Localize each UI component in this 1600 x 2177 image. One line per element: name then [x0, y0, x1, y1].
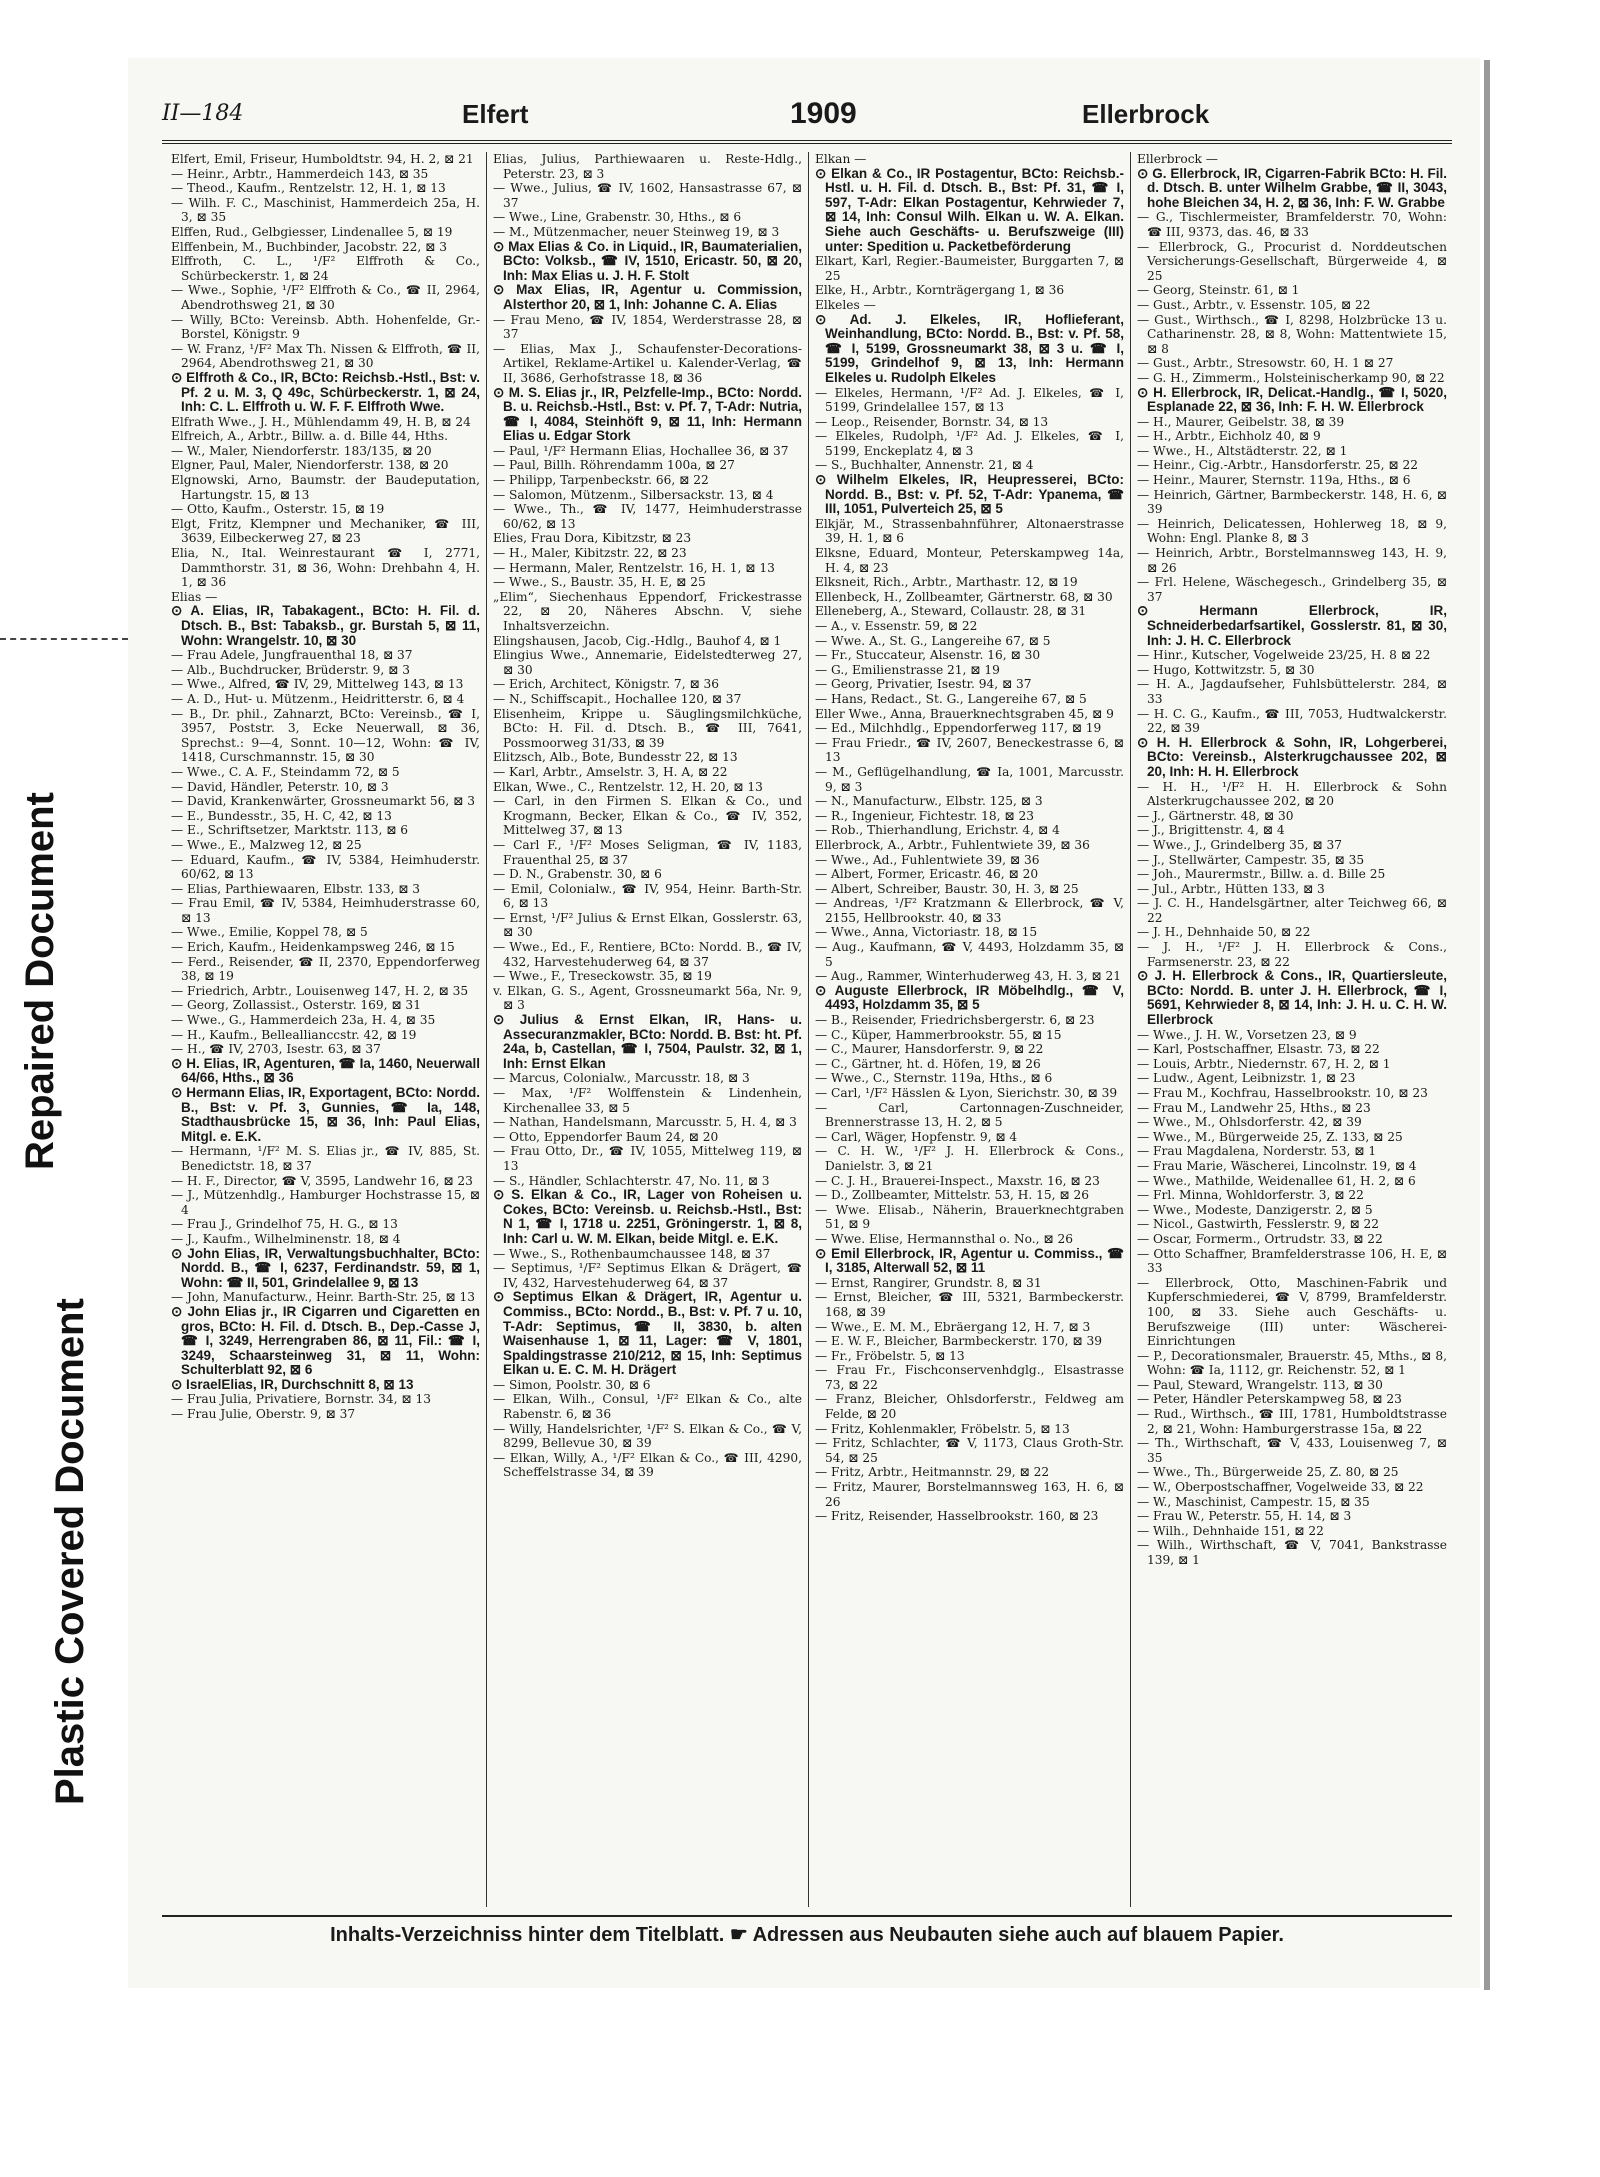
directory-entry: — C., Gärtner, ht. d. Höfen, 19, ⊠ 26: [815, 1056, 1041, 1071]
directory-entry: — H., Arbtr., Eichholz 40, ⊠ 9: [1137, 429, 1321, 444]
directory-entry: ⊙ Auguste Ellerbrock, IR Möbelhdlg., ☎ V, 4493, Holzdamm 35, ⊠ 5: [815, 982, 1124, 1013]
directory-entry: — Frau Marie, Wäscherei, Lincolnstr. 19, ⊠ 4: [1137, 1158, 1417, 1173]
plastic-covered-label: Plastic Covered Document: [48, 1298, 92, 1805]
first-entry-name: Elfert: [462, 99, 529, 129]
directory-entry: — Fritz, Schlachter, ☎ V, 1173, Claus Groth-Str. 54, ⊠ 25: [815, 1436, 1124, 1465]
directory-entry: — Aug., Rammer, Winterhuderweg 43, H. 3, ⊠ 21: [815, 969, 1122, 984]
directory-entry: — Wwe., Ad., Fuhlentwiete 39, ⊠ 36: [815, 852, 1040, 867]
directory-entry: — Louis, Arbtr., Niedernstr. 67, H. 2, ⊠ 1: [1137, 1056, 1391, 1071]
directory-entry: Elkjär, M., Strassenbahnführer, Altonaerstrasse 39, H. 1, ⊠ 6: [815, 516, 1124, 546]
directory-entry: ⊙ John Elias jr., IR Cigarren und Cigaretten en gros, BCto: H. Fil. d. Dtsch. B., Dep.-Casse J, ☎ I, 3249, Herrengraben 86, ⊠ 11, Fil.: ☎ I, 3249, Schaarsteinweg 31, ⊠ 11, Wohn: Schulterblatt 92, ⊠ 6: [171, 1303, 480, 1378]
directory-entry: — Gust., Arbtr., v. Essenstr. 105, ⊠ 22: [1137, 297, 1371, 312]
directory-entry: — Wwe. Elise, Hermannsthal o. No., ⊠ 26: [815, 1231, 1073, 1246]
directory-entry: — Wwe., H., Altstädterstr. 22, ⊠ 1: [1137, 443, 1348, 458]
directory-entry: ⊙ H. Ellerbrock, IR, Delicat.-Handlg., ☎ I, 5020, Esplanade 22, ⊠ 36, Inh: F. H. W. Ellerbrock: [1137, 384, 1447, 415]
directory-entry: — Frau M., Landwehr 25, Hths., ⊠ 23: [1137, 1100, 1371, 1115]
directory-entry: — J. C. H., Handelsgärtner, alter Teichweg 66, ⊠ 22: [1137, 896, 1447, 925]
directory-entry: — J., Gärtnerstr. 48, ⊠ 30: [1137, 808, 1294, 823]
directory-entry: — Simon, Poolstr. 30, ⊠ 6: [493, 1377, 651, 1392]
directory-entry: — Wwe., F., Treseckowstr. 35, ⊠ 19: [493, 969, 712, 984]
directory-entry: — Frl. Helene, Wäschegesch., Grindelberg 35, ⊠ 37: [1137, 575, 1447, 604]
directory-entry: — John, Manufacturw., Heinr. Barth-Str. 25, ⊠ 13: [171, 1290, 476, 1305]
directory-entry: — Erich, Kaufm., Heidenkampsweg 246, ⊠ 15: [171, 940, 455, 955]
directory-entry: — Fritz, Maurer, Borstelmannsweg 163, H. 6, ⊠ 26: [815, 1480, 1124, 1509]
directory-entry: ⊙ G. Ellerbrock, IR, Cigarren-Fabrik BCto: H. Fil. d. Dtsch. B. unter Wilhelm Grabbe, ☎ II, 3043, hohe Bleichen 34, H. 2, ⊠ 36, Inh: F. W. Grabbe: [1137, 165, 1447, 210]
directory-entry: — C., Maurer, Hansdorferstr. 9, ⊠ 22: [815, 1042, 1044, 1057]
page-footer: Inhalts-Verzeichniss hinter dem Titelblatt. ☛ Adressen aus Neubauten siehe auch auf blauem Papier.: [330, 1924, 1284, 1946]
directory-entry: — Wwe., S., Baustr. 35, H. E, ⊠ 25: [493, 575, 706, 590]
directory-entry: — C. H. W., ¹/F² J. H. Ellerbrock & Cons., Danielstr. 3, ⊠ 21: [815, 1144, 1124, 1173]
column-1: [165, 152, 487, 1907]
directory-entry: — Wwe., E., Malzweg 12, ⊠ 25: [171, 837, 362, 852]
directory-entry: — Ernst, Bleicher, ☎ III, 5321, Barmbeckerstr. 168, ⊠ 39: [815, 1290, 1124, 1319]
directory-entry: — W., Oberpostschaffner, Vogelweide 33, ⊠ 22: [1137, 1480, 1424, 1495]
directory-entry: Ellerbrock —: [1137, 152, 1218, 166]
directory-entry: — Franz, Bleicher, Ohlsdorferstr., Feldweg am Felde, ⊠ 20: [815, 1392, 1124, 1422]
directory-entry: — Heinr., Maurer, Sternstr. 119a, Hths., ⊠ 6: [1137, 473, 1411, 488]
directory-entry: ⊙ M. S. Elias jr., IR, Pelzfelle-Imp., BCto: Nordd. B. u. Reichsb.-Hstl., Bst: v. Pf. 7, T-Adr: Nutria, ☎ I, 4084, Steinhöft 9, ⊠ 11, Inh: Hermann Elias u. Edgar Stork: [493, 384, 802, 444]
directory-entry: — Erich, Architect, Königstr. 7, ⊠ 36: [493, 677, 720, 692]
directory-entry: — Hermann, Maler, Rentzelstr. 16, H. 1, ⊠ 13: [493, 560, 775, 575]
directory-entry: — Peter, Händler Peterskampweg 58, ⊠ 23: [1137, 1392, 1402, 1407]
directory-entry: Eller Wwe., Anna, Brauerknechtsgraben 45, ⊠ 9: [815, 706, 1114, 721]
directory-entry: — Ed., Milchhdlg., Eppendorferweg 117, ⊠ 19: [815, 721, 1102, 736]
directory-entry: — Frau J., Grindelhof 75, H. G., ⊠ 13: [171, 1217, 398, 1232]
directory-entry: — H., Maurer, Geibelstr. 38, ⊠ 39: [1137, 414, 1345, 429]
directory-entry: — D. N., Grabenstr. 30, ⊠ 6: [493, 867, 662, 882]
page-number: II—184: [162, 101, 244, 126]
directory-entry: — N., Manufacturw., Elbstr. 125, ⊠ 3: [815, 794, 1043, 809]
directory-entry: — Paul, Billh. Röhrendamm 100a, ⊠ 27: [493, 458, 735, 473]
directory-entry: ⊙ Emil Ellerbrock, IR, Agentur u. Commiss., ☎ I, 3185, Alterwall 52, ⊠ 11: [815, 1245, 1124, 1276]
directory-entry: — Leop., Reisender, Bornstr. 34, ⊠ 13: [815, 414, 1049, 429]
directory-entry: — Max, ¹/F² Wolffenstein & Lindenhein, Kirchenallee 33, ⊠ 5: [493, 1086, 802, 1115]
scan-edge: [1484, 60, 1490, 1990]
directory-entry: — B., Reisender, Friedrichsbergerstr. 6, ⊠ 23: [815, 1013, 1095, 1028]
directory-entry: — Wwe., Mathilde, Weidenallee 61, H. 2, ⊠ 6: [1137, 1173, 1416, 1188]
directory-entry: Elffroth, C. L., ¹/F² Elffroth & Co., Schürbeckerstr. 1, ⊠ 24: [171, 254, 480, 283]
directory-entry: — H. H., ¹/F² H. H. Ellerbrock & Sohn Alsterkrugchaussee 202, ⊠ 20: [1137, 779, 1447, 809]
directory-entry: Elisenheim, Krippe u. Säuglingsmilchküche, BCto: H. Fil. d. Dtsch. B., ☎ III, 7641, Possmoorweg 31/33, ⊠ 39: [493, 706, 802, 750]
directory-entry: ⊙ Elkan & Co., IR Postagentur, BCto: Reichsb.-Hstl. u. H. Fil. d. Dtsch. B., Bst: Pf. 31, ☎ I, 597, T-Adr: Elkan Postagentur, Kehrwieder 7, ⊠ 14, Inh: Consul Wilh. Elkan u. W. A. Elkan. Siehe auch Geschäfts- u. Berufszweige (III) unter: Spedition u. Packetbeförderung: [815, 165, 1124, 254]
directory-entry: — Elkeles, Hermann, ¹/F² Ad. J. Elkeles, ☎ I, 5199, Grindelallee 157, ⊠ 13: [815, 385, 1124, 415]
directory-entry: Elksneit, Rich., Arbtr., Marthastr. 12, ⊠ 19: [815, 575, 1078, 590]
directory-entry: — Frau Meno, ☎ IV, 1854, Werderstrasse 28, ⊠ 37: [493, 312, 802, 342]
directory-entry: — Albert, Former, Ericastr. 46, ⊠ 20: [815, 867, 1039, 882]
directory-entry: Elke, H., Arbtr., Kornträgergang 1, ⊠ 36: [815, 283, 1065, 298]
directory-entry: — Ernst, ¹/F² Julius & Ernst Elkan, Gosslerstr. 63, ⊠ 30: [493, 910, 802, 940]
directory-entry: — P., Decorationsmaler, Brauerstr. 45, Mths., ⊠ 8, Wohn: ☎ Ia, 1112, gr. Reichenstr. 52, ⊠ 1: [1137, 1348, 1447, 1378]
directory-entry: — G., Emilienstrasse 21, ⊠ 19: [815, 662, 1000, 677]
directory-entry: — Georg, Privatier, Isestr. 94, ⊠ 37: [815, 677, 1032, 692]
directory-entry: — M., Mützenmacher, neuer Steinweg 19, ⊠ 3: [493, 224, 780, 239]
directory-entry: — Th., Wirthschaft, ☎ V, 433, Louisenweg 7, ⊠ 35: [1137, 1436, 1447, 1465]
directory-entry: ⊙ Elffroth & Co., IR, BCto: Reichsb.-Hstl., Bst: v. Pf. 2 u. M. 3, Q 49c, Schürbeckerstr. 1, ⊠ 24, Inh: C. L. Elffroth u. W. F. F. Elffroth Wwe.: [171, 369, 480, 415]
directory-entry: — Ellerbrock, G., Procurist d. Norddeutschen Versicherungs-Gesellschaft, Bürgerweide 4, ⊠ 25: [1137, 239, 1447, 283]
directory-entry: ⊙ Hermann Ellerbrock, IR, Schneiderbedarfsartikel, Gosslerstr. 81, ⊠ 30, Inh: J. H. C. Ellerbrock: [1137, 603, 1447, 648]
directory-entry: — Friedrich, Arbtr., Louisenweg 147, H. 2, ⊠ 35: [171, 983, 469, 998]
directory-entry: — Otto, Kaufm., Osterstr. 15, ⊠ 19: [171, 502, 385, 517]
directory-entry: — Wwe., Alfred, ☎ IV, 29, Mittelweg 143, ⊠ 13: [171, 677, 464, 692]
directory-entry: — Salomon, Mützenm., Silbersackstr. 13, ⊠ 4: [493, 487, 774, 502]
directory-entry: — Wwe. A., St. G., Langereihe 67, ⊠ 5: [815, 633, 1051, 648]
page-header: [162, 95, 1452, 137]
directory-entry: — R., Ingenieur, Fichtestr. 18, ⊠ 23: [815, 808, 1034, 823]
directory-entry: Elgt, Fritz, Klempner und Mechaniker, ☎ III, 3639, Eilbeckerweg 27, ⊠ 23: [171, 516, 480, 546]
directory-entry: — Wwe., J., Grindelberg 35, ⊠ 37: [1137, 837, 1343, 852]
directory-entry: — Wwe., M., Bürgerweide 25, Z. 133, ⊠ 25: [1137, 1129, 1403, 1144]
directory-entry: — Frau Friedr., ☎ IV, 2607, Beneckestrasse 6, ⊠ 13: [815, 735, 1124, 765]
directory-entry: — Wwe., S., Rothenbaumchaussee 148, ⊠ 37: [493, 1246, 771, 1261]
directory-entry: — Wwe., Ed., F., Rentiere, BCto: Nordd. B., ☎ IV, 432, Harvestehuderweg 64, ⊠ 37: [493, 940, 802, 969]
directory-entry: — Fritz, Reisender, Hasselbrookstr. 160, ⊠ 23: [815, 1509, 1099, 1524]
directory-entry: — Elkan, Wilh., Consul, ¹/F² Elkan & Co., alte Rabenstr. 6, ⊠ 36: [493, 1392, 802, 1422]
column-2: [487, 152, 809, 1907]
directory-entry: — Gust., Arbtr., Stresowstr. 60, H. 1 ⊠ 27: [1137, 356, 1394, 371]
directory-entry: — D., Zollbeamter, Mittelstr. 53, H. 15, ⊠ 26: [815, 1188, 1089, 1203]
directory-entry: — Wwe., J. H. W., Vorsetzen 23, ⊠ 9: [1137, 1027, 1357, 1042]
directory-entry: Elies, Frau Dora, Kibitzstr, ⊠ 23: [493, 531, 692, 546]
directory-entry: — J. H., ¹/F² J. H. Ellerbrock & Cons., Farmsenerstr. 23, ⊠ 22: [1137, 940, 1447, 969]
directory-entry: — Fritz, Kohlenmakler, Fröbelstr. 5, ⊠ 13: [815, 1421, 1070, 1436]
directory-entry: — H. A., Jagdaufseher, Fuhlsbüttelerstr. 284, ⊠ 33: [1137, 677, 1447, 706]
directory-entry: — Frau M., Kochfrau, Hasselbrookstr. 10, ⊠ 23: [1137, 1086, 1428, 1100]
directory-entry: — Septimus, ¹/F² Septimus Elkan & Drägert, ☎ IV, 432, Harvestehuderweg 64, ⊠ 37: [493, 1261, 802, 1290]
directory-entry: ⊙ Ad. J. Elkeles, IR, Hoflieferant, Weinhandlung, BCto: Nordd. B., Bst: v. Pf. 58, ☎ I, 5199, Grossneumarkt 38, ⊠ 3 u. ☎ I, 5199, Grindelhof 9, ⊠ 13, Inh: Hermann Elkeles u. Rudolph Elkeles: [815, 311, 1124, 385]
directory-entry: — G. H., Zimmerm., Holsteinischerkamp 90, ⊠ 22: [1137, 370, 1445, 385]
directory-entry: — Hugo, Kottwitzstr. 5, ⊠ 30: [1137, 662, 1315, 677]
directory-entry: Elingshausen, Jacob, Cig.-Hdlg., Bauhof 4, ⊠ 1: [493, 633, 782, 648]
directory-entry: — Wwe., Sophie, ¹/F² Elffroth & Co., ☎ II, 2964, Abendrothsweg 21, ⊠ 30: [171, 283, 480, 312]
directory-entry: — Georg, Steinstr. 61, ⊠ 1: [1137, 283, 1300, 298]
directory-entry: — Emil, Colonialw., ☎ IV, 954, Heinr. Barth-Str. 6, ⊠ 13: [493, 881, 802, 911]
directory-year: 1909: [790, 97, 857, 130]
directory-entry: ⊙ J. H. Ellerbrock & Cons., IR, Quartiersleute, BCto: Nordd. B. unter J. H. Ellerbrock, ☎ I, 5691, Kehrwieder 8, ⊠ 14, Inh: J. H. u. C. H. W. Ellerbrock: [1137, 968, 1447, 1028]
directory-entry: — W., Maschinist, Campestr. 15, ⊠ 35: [1137, 1494, 1370, 1509]
directory-entry: — Wwe. Elisab., Näherin, Brauerknechtgraben 51, ⊠ 9: [815, 1202, 1124, 1232]
directory-entry: — Wwe., M., Ohlsdorferstr. 42, ⊠ 39: [1137, 1115, 1362, 1130]
directory-entry: Elffen, Rud., Gelbgiesser, Lindenallee 5, ⊠ 19: [171, 224, 453, 239]
directory-entry: — M., Geflügelhandlung, ☎ Ia, 1001, Marcusstr. 9, ⊠ 3: [815, 764, 1124, 794]
directory-entry: — Carl F., ¹/F² Moses Seligman, ☎ IV, 1183, Frauenthal 25, ⊠ 37: [493, 837, 802, 867]
directory-entry: ⊙ Septimus Elkan & Drägert, IR, Agentur u. Commiss., BCto: Nordd., B., Bst: v. Pf. 7 u. 10, T-Adr: Septimus, ☎ II, 3830, b. alten Waisenhause 1, ⊠ 11, Lager: ☎ V, 1801, Spaldingstrasse 210/212, ⊠ 15, Inh: Septimus Elkan u. E. C. M. H. Drägert: [493, 1289, 802, 1378]
directory-entry: — Wwe., Th., Bürgerweide 25, Z. 80, ⊠ 25: [1137, 1465, 1399, 1480]
directory-entry: — Gust., Wirthsch., ☎ I, 8298, Holzbrücke 13 u. Catharinenstr. 28, ⊠ 8, Wohn: Mattentwiete 15, ⊠ 8: [1137, 312, 1447, 356]
directory-entry: Elgnowski, Arno, Baumstr. der Baudeputation, Hartungstr. 15, ⊠ 13: [171, 473, 480, 502]
directory-entry: — Heinrich, Arbtr., Borstelmannsweg 143, H. 9, ⊠ 26: [1137, 546, 1447, 575]
directory-entry: — Fr., Fröbelstr. 5, ⊠ 13: [815, 1348, 965, 1363]
directory-entry: Elksne, Eduard, Monteur, Peterskampweg 14a, H. 4, ⊠ 23: [815, 546, 1124, 575]
directory-entry: — Wwe., G., Hammerdeich 23a, H. 4, ⊠ 35: [171, 1013, 436, 1028]
directory-entry: — Carl, Cartonnagen-Zuschneider, Brennerstrasse 13, H. 2, ⊠ 5: [815, 1100, 1124, 1130]
directory-entry: Elkeles —: [815, 297, 876, 312]
directory-entry: — Theod., Kaufm., Rentzelstr. 12, H. 1, ⊠ 13: [171, 181, 446, 196]
directory-entry: Elfrath Wwe., J. H., Mühlendamm 49, H. B, ⊠ 24: [171, 414, 471, 429]
directory-entry: — C., Küper, Hammerbrookstr. 55, ⊠ 15: [815, 1027, 1062, 1042]
footer-rule: [162, 1915, 1452, 1917]
directory-entry: ⊙ John Elias, IR, Verwaltungsbuchhalter, BCto: Nordd. B., ☎ I, 6237, Ferdinandstr. 59, ⊠ 1, Wohn: ☎ II, 501, Grindelallee 9, ⊠ 13: [171, 1245, 480, 1290]
directory-entry: — Willy, BCto: Vereinsb. Abth. Hohenfelde, Gr.-Borstel, Königstr. 9: [171, 312, 480, 342]
directory-entry: Elkart, Karl, Regier.-Baumeister, Burggarten 7, ⊠ 25: [815, 254, 1124, 283]
directory-entry: — Frau Adele, Jungfrauenthal 18, ⊠ 37: [171, 648, 413, 663]
directory-entry: ⊙ Hermann Elias, IR, Exportagent, BCto: Nordd. B., Bst: v. Pf. 3, Gunnies, ☎ Ia, 148, Stadthausbrücke 15, ⊠ 36, Inh: Paul Elias, Mitgl. e. E.K.: [171, 1085, 480, 1144]
directory-entry: — Carl, ¹/F² Hässlen & Lyon, Sierichstr. 30, ⊠ 39: [815, 1086, 1118, 1100]
directory-entry: — Alb., Buchdrucker, Brüderstr. 9, ⊠ 3: [171, 662, 410, 677]
directory-entry: — Karl, Arbtr., Amselstr. 3, H. A, ⊠ 22: [493, 764, 728, 779]
directory-entry: Elias —: [171, 589, 218, 604]
directory-entry: — Elias, Parthiewaaren, Elbstr. 133, ⊠ 3: [171, 881, 421, 896]
directory-entry: Elias, Julius, Parthiewaaren u. Reste-Hdlg., Peterstr. 23, ⊠ 3: [493, 152, 802, 181]
directory-entry: — H., ☎ IV, 2703, Isestr. 63, ⊠ 37: [171, 1042, 381, 1057]
repaired-document-label: Repaired Document: [18, 792, 62, 1170]
directory-entry: — A., v. Essenstr. 59, ⊠ 22: [815, 619, 978, 633]
directory-entry: — Marcus, Colonialw., Marcusstr. 18, ⊠ 3: [493, 1071, 750, 1086]
directory-entry: — Heinrich, Gärtner, Barmbeckerstr. 148, H. 6, ⊠ 39: [1137, 487, 1447, 517]
directory-entry: Elgner, Paul, Maler, Niendorferstr. 138, ⊠ 20: [171, 458, 449, 473]
directory-entry: — W., Maler, Niendorferstr. 183/135, ⊠ 20: [171, 443, 432, 458]
directory-entry: ⊙ Max Elias & Co. in Liquid., IR, Baumaterialien, BCto: Volksb., ☎ IV, 1510, Ericastr. 50, ⊠ 20, Inh: Max Elias u. J. H. F. Stolt: [493, 238, 802, 283]
directory-entry: — J., Mützenhdlg., Hamburger Hochstrasse 15, ⊠ 4: [171, 1188, 480, 1217]
directory-entry: — Elias, Max J., Schaufenster-Decorations-Artikel, Reklame-Artikel u. Kalender-Verlag, ☎ II, 3686, Gerhofstrasse 18, ⊠ 36: [493, 341, 802, 385]
directory-entry: — J. H., Dehnhaide 50, ⊠ 22: [1137, 925, 1311, 940]
directory-entry: — Paul, Steward, Wrangelstr. 113, ⊠ 30: [1137, 1377, 1383, 1392]
directory-entry: — B., Dr. phil., Zahnarzt, BCto: Vereinsb., ☎ I, 3957, Poststr. 3, Ecke Neuerwall, ⊠ 36, Sprechst.: 9—4, Sonnt. 10—12, Wohn: ☎ IV, 1418, Curschmannstr. 15, ⊠ 30: [171, 706, 480, 765]
directory-entry: Elia, N., Ital. Weinrestaurant ☎ I, 2771, Dammthorstr. 31, ⊠ 36, Wohn: Drehbahn 4, H. 1, ⊠ 36: [171, 546, 480, 590]
directory-entry: — David, Krankenwärter, Grossneumarkt 56, ⊠ 3: [171, 794, 476, 809]
directory-entry: Elfreich, A., Arbtr., Billw. a. d. Bille 44, Hths.: [171, 429, 448, 444]
directory-entry: — Hermann, ¹/F² M. S. Elias jr., ☎ IV, 885, St. Benedictstr. 18, ⊠ 37: [171, 1144, 480, 1173]
directory-entry: — Wwe., Anna, Victoriastr. 18, ⊠ 15: [815, 925, 1038, 940]
directory-entry: — J., Kaufm., Wilhelminenstr. 18, ⊠ 4: [171, 1231, 401, 1246]
directory-entry: — Wwe., Modeste, Danzigerstr. 2, ⊠ 5: [1137, 1202, 1373, 1217]
directory-entry: Elkan —: [815, 152, 867, 166]
directory-entry: — N., Schiffscapit., Hochallee 120, ⊠ 37: [493, 691, 742, 706]
directory-entry: ⊙ IsraelElias, IR, Durchschnitt 8, ⊠ 13: [171, 1376, 414, 1392]
directory-columns: [165, 152, 1453, 1907]
directory-entry: — Ernst, Rangirer, Grundstr. 8, ⊠ 31: [815, 1275, 1042, 1290]
directory-entry: — H., Kaufm., Belleallianccstr. 42, ⊠ 19: [171, 1027, 417, 1042]
directory-entry: — S., Händler, Schlachterstr. 47, No. 11, ⊠ 3: [493, 1173, 770, 1188]
directory-entry: — H., Maler, Kibitzstr. 22, ⊠ 23: [493, 546, 687, 561]
directory-entry: ⊙ Max Elias, IR, Agentur u. Commission, Alsterthor 20, ⊠ 1, Inh: Johanne C. A. Elias: [493, 282, 802, 312]
directory-entry: — Frau Julia, Privatiere, Bornstr. 34, ⊠ 13: [171, 1392, 431, 1407]
directory-entry: — Carl, in den Firmen S. Elkan & Co., und Krogmann, Becker, Elkan & Co., ☎ IV, 352, Mittelweg 37, ⊠ 13: [493, 794, 802, 838]
directory-entry: — Fritz, Arbtr., Heitmannstr. 29, ⊠ 22: [815, 1465, 1050, 1480]
directory-entry: — Otto, Eppendorfer Baum 24, ⊠ 20: [493, 1129, 719, 1144]
directory-entry: — Wilh., Wirthschaft, ☎ V, 7041, Bankstrasse 139, ⊠ 1: [1137, 1538, 1447, 1567]
directory-entry: — David, Händler, Peterstr. 10, ⊠ 3: [171, 779, 389, 794]
directory-entry: — Heinrich, Delicatessen, Hohlerweg 18, ⊠ 9, Wohn: Engl. Planke 8, ⊠ 3: [1137, 516, 1447, 546]
directory-entry: — H. F., Director, ☎ V, 3595, Landwehr 16, ⊠ 23: [171, 1173, 473, 1188]
directory-entry: Elleneberg, A., Steward, Collaustr. 28, ⊠ 31: [815, 604, 1087, 619]
directory-entry: Ellerbrock, A., Arbtr., Fuhlentwiete 39, ⊠ 36: [815, 837, 1090, 852]
header-rule: [162, 140, 1452, 144]
directory-entry: Elingius Wwe., Annemarie, Eidelstedterweg 27, ⊠ 30: [493, 648, 802, 677]
directory-entry: — Eduard, Kaufm., ☎ IV, 5384, Heimhuderstr. 60/62, ⊠ 13: [171, 852, 480, 882]
column-3: [809, 152, 1131, 1907]
directory-entry: — Wwe., C., Sternstr. 119a, Hths., ⊠ 6: [815, 1071, 1053, 1086]
directory-entry: — Wwe., E. M. M., Ebräergang 12, H. 7, ⊠ 3: [815, 1319, 1091, 1334]
directory-entry: — Hinr., Kutscher, Vogelweide 23/25, H. 8 ⊠ 22: [1137, 648, 1431, 663]
directory-entry: — G., Tischlermeister, Bramfelderstr. 70, Wohn: ☎ III, 9373, das. 46, ⊠ 33: [1137, 210, 1447, 239]
directory-entry: — Andreas, ¹/F² Kratzmann & Ellerbrock, ☎ V, 2155, Hellbrookstr. 40, ⊠ 33: [815, 896, 1124, 925]
directory-entry: — Frau Julie, Oberstr. 9, ⊠ 37: [171, 1407, 356, 1422]
directory-entry: — E., Schriftsetzer, Marktstr. 113, ⊠ 6: [171, 823, 409, 838]
directory-entry: — Wwe., Th., ☎ IV, 1477, Heimhuderstrasse 60/62, ⊠ 13: [493, 502, 802, 531]
directory-entry: Elffenbein, M., Buchbinder, Jacobstr. 22, ⊠ 3: [171, 239, 448, 254]
directory-entry: ⊙ H. H. Ellerbrock & Sohn, IR, Lohgerberei, BCto: Vereinsb., Alsterkrugchaussee 202, ⊠ 20, Inh: H. H. Ellerbrock: [1137, 734, 1447, 779]
directory-entry: — Wwe., Emilie, Koppel 78, ⊠ 5: [171, 925, 368, 940]
directory-entry: — Joh., Maurermstr., Billw. a. d. Bille 25: [1137, 867, 1386, 882]
directory-entry: — Aug., Kaufmann, ☎ V, 4493, Holzdamm 35, ⊠ 5: [815, 940, 1124, 969]
directory-entry: — Fr., Stuccateur, Alsenstr. 16, ⊠ 30: [815, 648, 1041, 663]
directory-entry: — C. J. H., Brauerei-Inspect., Maxstr. 16, ⊠ 23: [815, 1173, 1100, 1188]
directory-entry: — S., Buchhalter, Annenstr. 21, ⊠ 4: [815, 458, 1034, 473]
directory-entry: Elkan, Wwe., C., Rentzelstr. 12, H. 20, ⊠ 13: [493, 779, 763, 794]
directory-entry: Elfert, Emil, Friseur, Humboldtstr. 94, H. 2, ⊠ 21: [171, 152, 474, 166]
directory-entry: ⊙ S. Elkan & Co., IR, Lager von Roheisen u. Cokes, BCto: Vereinsb. u. Reichsb.-Hstl., Bst: N 1, ☎ I, 1718 u. 2251, Gröningerstr. 1, ⊠ 8, Inh: Carl u. W. M. Elkan, beide Mitgl. e. E.K.: [493, 1187, 802, 1246]
directory-entry: — E. W. F., Bleicher, Barmbeckerstr. 170, ⊠ 39: [815, 1334, 1102, 1349]
directory-entry: — Albert, Schreiber, Baustr. 30, H. 3, ⊠ 25: [815, 881, 1079, 896]
directory-entry: — Frau Magdalena, Norderstr. 53, ⊠ 1: [1137, 1144, 1377, 1159]
directory-entry: — Willy, Handelsrichter, ¹/F² S. Elkan & Co., ☎ V, 8299, Bellevue 30, ⊠ 39: [493, 1421, 802, 1451]
directory-entry: — Frau W., Peterstr. 55, H. 14, ⊠ 3: [1137, 1509, 1352, 1524]
directory-entry: Ellenbeck, H., Zollbeamter, Gärtnerstr. 68, ⊠ 30: [815, 589, 1113, 604]
directory-entry: — Carl, Wäger, Hopfenstr. 9, ⊠ 4: [815, 1129, 1018, 1144]
directory-entry: — Nathan, Handelsmann, Marcusstr. 5, H. 4, ⊠ 3: [493, 1115, 797, 1130]
directory-entry: v. Elkan, G. S., Agent, Grossneumarkt 56a, Nr. 9, ⊠ 3: [493, 983, 802, 1013]
directory-entry: — Oscar, Formerm., Ortrudstr. 33, ⊠ 22: [1137, 1231, 1383, 1246]
directory-entry: — Otto Schaffner, Bramfelderstrasse 106, H. E, ⊠ 33: [1137, 1246, 1447, 1276]
directory-entry: Elitzsch, Alb., Bote, Bundesstr 22, ⊠ 13: [493, 750, 738, 765]
directory-entry: — Ferd., Reisender, ☎ II, 2370, Eppendorferweg 38, ⊠ 19: [171, 954, 480, 984]
directory-entry: — A. D., Hut- u. Mützenm., Heidritterstr. 6, ⊠ 4: [171, 691, 465, 706]
directory-entry: ⊙ Wilhelm Elkeles, IR, Heupresserei, BCto: Nordd. B., Bst: v. Pf. 52, T-Adr: Ypanema, ☎ III, 1051, Pulverteich 25, ⊠ 5: [815, 472, 1124, 517]
directory-entry: — Rud., Wirthsch., ☎ III, 1781, Humboldtstrasse 2, ⊠ 21, Wohn: Hamburgerstrasse 15a, ⊠ 22: [1137, 1407, 1447, 1436]
directory-entry: — Philipp, Tarpenbeckstr. 66, ⊠ 22: [493, 473, 709, 488]
directory-entry: — Wwe., Line, Grabenstr. 30, Hths., ⊠ 6: [493, 210, 742, 225]
column-4: [1131, 152, 1453, 1907]
directory-entry: — Elkan, Willy, A., ¹/F² Elkan & Co., ☎ III, 4290, Scheffelstrasse 34, ⊠ 39: [493, 1450, 802, 1480]
directory-entry: — J., Brigittenstr. 4, ⊠ 4: [1137, 823, 1285, 838]
directory-entry: — W. Franz, ¹/F² Max Th. Nissen & Elffroth, ☎ II, 2964, Abendrothsweg 21, ⊠ 30: [171, 341, 480, 371]
directory-entry: — Hans, Redact., St. G., Langereihe 67, ⊠ 5: [815, 691, 1087, 706]
directory-entry: — Jul., Arbtr., Hütten 133, ⊠ 3: [1137, 881, 1325, 896]
directory-entry: — Wwe., C. A. F., Steindamm 72, ⊠ 5: [171, 764, 400, 779]
directory-entry: — Wwe., Julius, ☎ IV, 1602, Hansastrasse 67, ⊠ 37: [493, 181, 802, 210]
directory-entry: — Karl, Postschaffner, Elsastr. 73, ⊠ 22: [1137, 1042, 1380, 1057]
directory-entry: — J., Stellwärter, Campestr. 35, ⊠ 35: [1137, 852, 1365, 867]
directory-entry: — Frl. Minna, Wohldorferstr. 3, ⊠ 22: [1137, 1188, 1364, 1203]
last-entry-name: Ellerbrock: [1082, 99, 1210, 129]
directory-entry: — Georg, Zollassist., Osterstr. 169, ⊠ 31: [171, 998, 421, 1013]
directory-entry: — Paul, ¹/F² Hermann Elias, Hochallee 36, ⊠ 37: [493, 443, 789, 458]
directory-entry: — Heinr., Cig.-Arbtr., Hansdorferstr. 25, ⊠ 22: [1137, 458, 1418, 473]
directory-entry: ⊙ Julius & Ernst Elkan, IR, Hans- u. Assecuranzmakler, BCto: Nordd. B. Bst: ht. Pf. 24a, b, Castellan, ☎ I, 7504, Paulstr. 32, ⊠ 1, Inh: Ernst Elkan: [493, 1012, 802, 1071]
directory-entry: — Frau Otto, Dr., ☎ IV, 1055, Mittelweg 119, ⊠ 13: [493, 1144, 802, 1173]
directory-entry: ⊙ A. Elias, IR, Tabakagent., BCto: H. Fil. d. Dtsch. B., Bst: Tabaksb., gr. Burstah 5, ⊠ 11, Wohn: Wrangelstr. 10, ⊠ 30: [171, 603, 480, 648]
dashed-divider: [0, 638, 128, 640]
directory-entry: — H. C. G., Kaufm., ☎ III, 7053, Hudtwalckerstr. 22, ⊠ 39: [1137, 706, 1447, 736]
directory-entry: „Elim“, Siechenhaus Eppendorf, Frickestrasse 22, ⊠ 20, Näheres Abschn. V, siehe Inhaltsverzeichn.: [493, 589, 802, 633]
directory-entry: — Frau Fr., Fischconservenhdglg., Elsastrasse 73, ⊠ 22: [815, 1363, 1124, 1392]
directory-entry: — Heinr., Arbtr., Hammerdeich 143, ⊠ 35: [171, 166, 429, 181]
directory-entry: — Wilh., Dehnhaide 151, ⊠ 22: [1137, 1523, 1324, 1538]
directory-entry: — E., Bundesstr., 35, H. C, 42, ⊠ 13: [171, 808, 392, 823]
directory-entry: — Rob., Thierhandlung, Erichstr. 4, ⊠ 4: [815, 823, 1060, 838]
directory-entry: — Nicol., Gastwirth, Fesslerstr. 9, ⊠ 22: [1137, 1217, 1380, 1232]
directory-entry: — Elkeles, Rudolph, ¹/F² Ad. J. Elkeles, ☎ I, 5199, Enckeplatz 4, ⊠ 3: [815, 429, 1124, 458]
directory-entry: — Ellerbrock, Otto, Maschinen-Fabrik und Kupferschmiederei, ☎ V, 8799, Bramfelderstr. 100, ⊠ 33. Siehe auch Geschäfts- u. Berufszweige (III) unter: Wäscherei-Einrichtungen: [1137, 1275, 1447, 1349]
directory-entry: ⊙ H. Elias, IR, Agenturen, ☎ Ia, 1460, Neuerwall 64/66, Hths., ⊠ 36: [171, 1055, 480, 1086]
directory-entry: — Frau Emil, ☎ IV, 5384, Heimhuderstrasse 60, ⊠ 13: [171, 896, 480, 925]
directory-entry: — Ludw., Agent, Leibnizstr. 1, ⊠ 23: [1137, 1071, 1356, 1086]
directory-entry: — Wilh. F. C., Maschinist, Hammerdeich 25a, H. 3, ⊠ 35: [171, 195, 480, 225]
